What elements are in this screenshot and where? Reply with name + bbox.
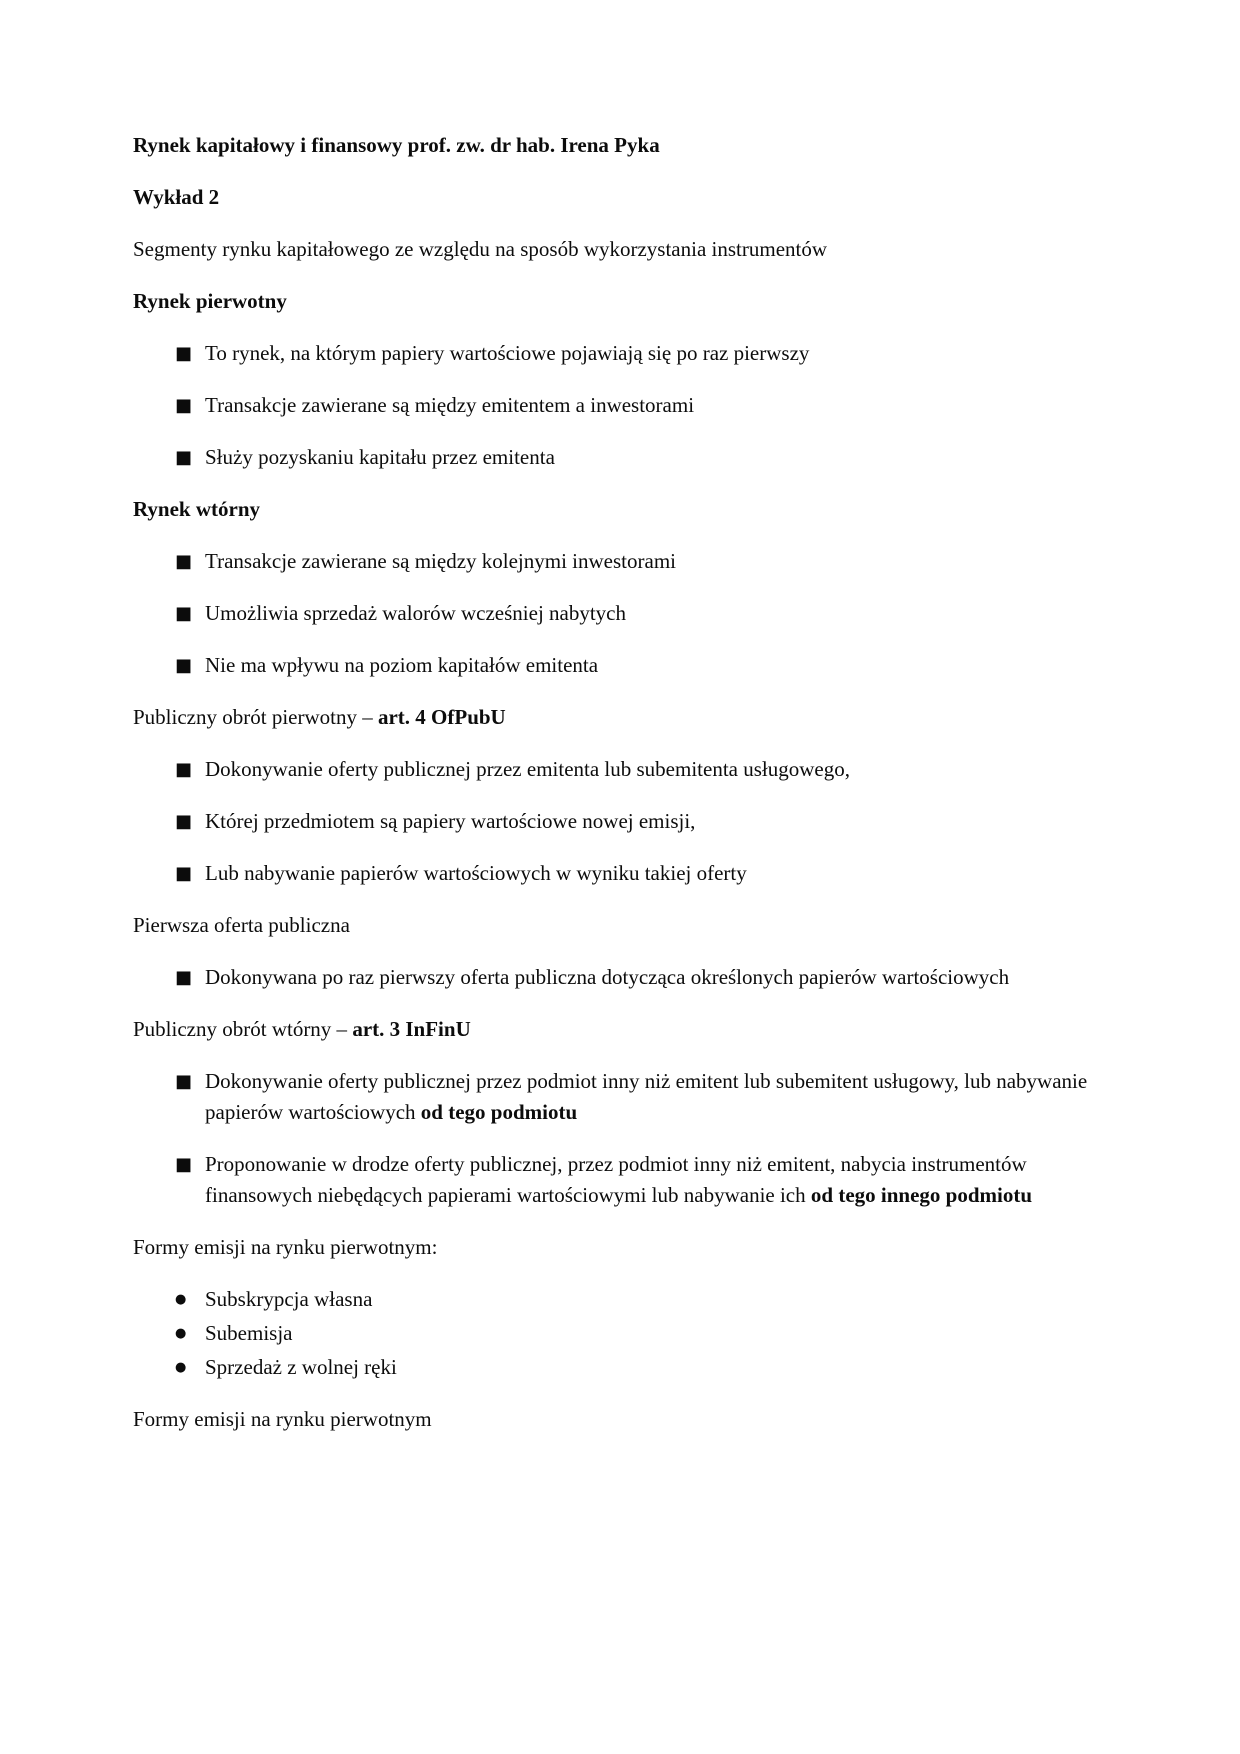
square-bullet-icon: ■: [175, 759, 193, 780]
doc-title: Rynek kapitałowy i finansowy prof. zw. dr hab. Irena Pyka: [133, 133, 660, 157]
square-bullet-icon: ■: [175, 1071, 193, 1092]
list-item-text: Sprzedaż z wolnej ręki: [205, 1355, 397, 1379]
square-bullet-icon: ■: [175, 551, 193, 572]
list-item: [133, 338, 1092, 369]
heading-prefix: Publiczny obrót wtórny –: [133, 1017, 353, 1041]
list-item: [133, 962, 1092, 993]
list-item: [133, 858, 1092, 889]
section-heading-rynek-wtorny: Rynek wtórny: [133, 497, 261, 521]
list-item: [133, 598, 1092, 629]
list-item: [133, 806, 1092, 837]
section-heading-pierwsza-oferta: Pierwsza oferta publiczna: [133, 913, 350, 937]
square-bullet-icon: ■: [175, 967, 193, 988]
list-item-text: [205, 1149, 1092, 1211]
square-bullet-icon: ■: [175, 447, 193, 468]
dot-list: [133, 1284, 1092, 1383]
square-bullet-icon: ■: [175, 811, 193, 832]
list-item: [133, 1149, 1092, 1211]
square-bullet-icon: ■: [175, 655, 193, 676]
section-heading-publiczny-obrot-pierwotny: [133, 702, 1092, 733]
list-item-text: Transakcje zawierane są między emitentem a inwestorami: [205, 393, 695, 417]
square-bullet-icon: ■: [175, 1154, 193, 1175]
intro-paragraph: Segmenty rynku kapitałowego ze względu na sposób wykorzystania instrumentów: [133, 237, 828, 261]
square-bullet-icon: ■: [175, 343, 193, 364]
list-item: [133, 390, 1092, 421]
list-item-text: Której przedmiotem są papiery wartościowe nowej emisji,: [205, 809, 696, 833]
section-heading-formy-emisji-2: Formy emisji na rynku pierwotnym: [133, 1407, 432, 1431]
dot-bullet-icon: ●: [175, 1360, 187, 1375]
list-item: [133, 754, 1092, 785]
list-item-text: [205, 1066, 1092, 1128]
item-text-bold: od tego podmiotu: [420, 1100, 578, 1124]
lecture-heading: Wykład 2: [133, 185, 220, 209]
heading-bold: art. 3 InFinU: [352, 1017, 471, 1041]
dot-bullet-icon: ●: [175, 1326, 187, 1341]
square-bullet-icon: ■: [175, 863, 193, 884]
list-item-text: Subemisja: [205, 1321, 293, 1345]
section-heading-formy-emisji: Formy emisji na rynku pierwotnym:: [133, 1235, 438, 1259]
list-item-text: Transakcje zawierane są między kolejnymi inwestorami: [205, 549, 676, 573]
list-item-text: Dokonywanie oferty publicznej przez emitenta lub subemitenta usługowego,: [205, 757, 850, 781]
list-item-text: Nie ma wpływu na poziom kapitałów emitenta: [205, 653, 599, 677]
list-item: [133, 1318, 1092, 1349]
list-item: [133, 650, 1092, 681]
square-bullet-icon: ■: [175, 603, 193, 624]
item-text-regular: Dokonywanie oferty publicznej przez podmiot inny niż emitent lub subemitent usługowy, lub nabywanie papierów wartościowych: [205, 1069, 1088, 1124]
list-item: [133, 1066, 1092, 1128]
item-text-bold: od tego innego podmiotu: [810, 1183, 1033, 1207]
heading-bold: art. 4 OfPubU: [377, 705, 506, 729]
dot-bullet-icon: ●: [175, 1292, 187, 1307]
item-text-regular: Proponowanie w drodze oferty publicznej, przez podmiot inny niż emitent, nabycia instrumentów finansowych niebędących papierami wartościowymi lub nabywanie ich: [205, 1152, 1027, 1207]
list-item: [133, 1352, 1092, 1383]
heading-prefix: Publiczny obrót pierwotny –: [133, 705, 378, 729]
list-item-text: Dokonywana po raz pierwszy oferta publiczna dotycząca określonych papierów wartościowych: [205, 965, 1010, 989]
list-item: [133, 1284, 1092, 1315]
list-item-text: Służy pozyskaniu kapitału przez emitenta: [205, 445, 555, 469]
section-heading-rynek-pierwotny: Rynek pierwotny: [133, 289, 287, 313]
list-item: [133, 442, 1092, 473]
section-heading-publiczny-obrot-wtorny: [133, 1014, 1092, 1045]
list-item-text: Umożliwia sprzedaż walorów wcześniej nabytych: [205, 601, 627, 625]
square-bullet-icon: ■: [175, 395, 193, 416]
list-item-text: To rynek, na którym papiery wartościowe pojawiają się po raz pierwszy: [205, 341, 810, 365]
list-item-text: Lub nabywanie papierów wartościowych w wyniku takiej oferty: [205, 861, 747, 885]
list-item-text: Subskrypcja własna: [205, 1287, 373, 1311]
list-item: [133, 546, 1092, 577]
